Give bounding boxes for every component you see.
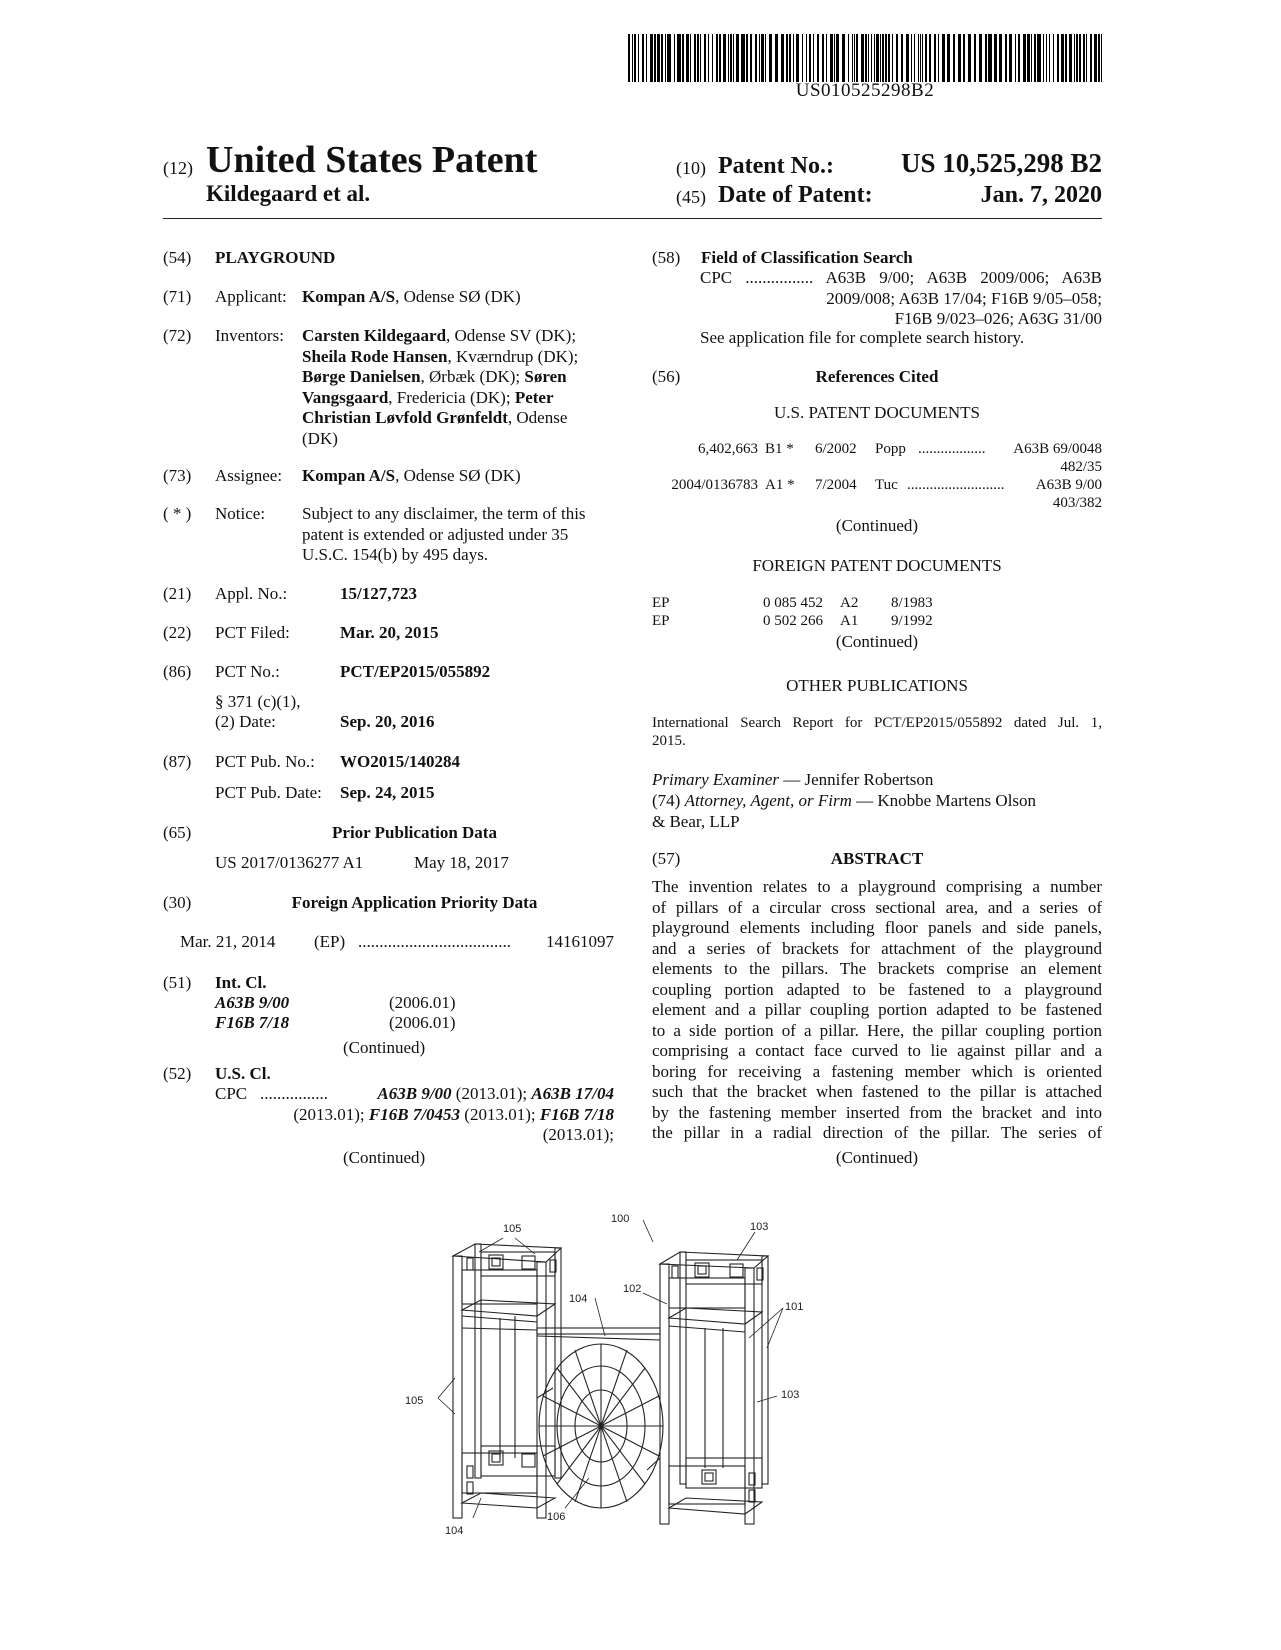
notice-text: Subject to any disclaimer, the term of this patent is extended or adjusted under 35 U.S.C. 154(b) by 495 days. xyxy=(302,504,586,564)
code-86: (86) xyxy=(163,662,192,681)
barcode-bar xyxy=(1043,34,1044,82)
barcode-bar xyxy=(968,34,971,82)
int-cl-2: F16B 7/18 xyxy=(215,1013,290,1032)
foreign-doc-2-number: 0 502 266 xyxy=(763,613,823,629)
barcode-bar xyxy=(988,34,992,82)
barcode-bar xyxy=(985,34,987,82)
inventors-label: Inventors: xyxy=(215,326,284,345)
code-58: (58) xyxy=(652,248,681,267)
barcode-bar xyxy=(796,34,799,82)
barcode-bar xyxy=(836,34,839,82)
barcode-bar xyxy=(802,34,803,82)
barcode-bar xyxy=(712,34,713,82)
barcode-bar xyxy=(830,34,833,82)
barcode-bar xyxy=(657,34,660,82)
barcode-bar xyxy=(716,34,718,82)
barcode-bar xyxy=(953,34,955,82)
int-cl-continued: (Continued) xyxy=(343,1038,426,1057)
barcode-bar xyxy=(906,34,909,82)
date-label: Date of Patent: xyxy=(718,182,873,208)
label-104-top: 104 xyxy=(569,1293,588,1305)
barcode-bar xyxy=(677,34,681,82)
primary-examiner: Primary Examiner — Jennifer Robertson xyxy=(652,770,934,789)
barcode-bar xyxy=(1076,34,1078,82)
barcode-bar xyxy=(1015,34,1016,82)
barcode-bar xyxy=(628,34,630,82)
barcode-bar xyxy=(674,34,675,82)
label-103-bottom: 103 xyxy=(781,1389,800,1401)
field-search-see: See application file for complete search history. xyxy=(700,328,1025,347)
barcode-bar xyxy=(769,34,772,82)
barcode-bar xyxy=(634,34,636,82)
barcode-bar xyxy=(947,34,950,82)
barcode-bar xyxy=(667,34,671,82)
barcode-bar xyxy=(901,34,903,82)
assignee: Kompan A/S, Odense SØ (DK) xyxy=(302,466,521,485)
code-54: (54) xyxy=(163,248,192,267)
rope-net-wheel xyxy=(537,1344,663,1508)
barcode-bar xyxy=(1069,34,1072,82)
us-doc-1-subclass: 482/35 xyxy=(1060,459,1102,475)
attorney: (74) Attorney, Agent, or Firm — Knobbe Martens Olson & Bear, LLP xyxy=(652,791,1037,831)
us-doc-1-class: A63B 69/0048 xyxy=(1013,441,1102,457)
barcode-bar xyxy=(817,34,819,82)
barcode-bar xyxy=(746,34,748,82)
pct-pub-no-label: PCT Pub. No.: xyxy=(215,752,315,771)
barcode-bar xyxy=(920,34,921,82)
label-105-top: 105 xyxy=(503,1223,522,1235)
us-docs-heading: U.S. PATENT DOCUMENTS xyxy=(774,403,980,422)
barcode-bar xyxy=(775,34,778,82)
barcode-bar xyxy=(1046,34,1047,82)
barcode-bar xyxy=(755,34,757,82)
barcode-bar xyxy=(733,34,734,82)
barcode-bar xyxy=(761,34,764,82)
us-doc-1-number: 6,402,663 xyxy=(698,441,758,457)
foreign-doc-1-date: 8/1983 xyxy=(891,595,933,611)
barcode-bar xyxy=(704,34,706,82)
barcode-bar xyxy=(1101,34,1102,82)
barcode-bar xyxy=(852,34,853,82)
barcode-bar xyxy=(914,34,915,82)
barcode-bar xyxy=(682,34,684,82)
pct-filed-label: PCT Filed: xyxy=(215,623,290,642)
barcode-bar xyxy=(642,34,644,82)
prior-publication-heading: Prior Publication Data xyxy=(332,823,497,842)
barcode-bar xyxy=(789,34,791,82)
barcode-bar xyxy=(929,34,931,82)
code-72: (72) xyxy=(163,326,192,345)
code-51: (51) xyxy=(163,973,192,992)
barcode-bar xyxy=(638,34,639,82)
code-73: (73) xyxy=(163,466,192,485)
us-doc-2-number: 2004/0136783 xyxy=(671,477,758,493)
barcode-bar xyxy=(793,34,794,82)
barcode-bar xyxy=(892,34,893,82)
barcode-bar xyxy=(848,34,849,82)
barcode-bar xyxy=(1079,34,1081,82)
barcode-bar xyxy=(781,34,784,82)
barcode-bar xyxy=(1023,34,1026,82)
barcode-bar xyxy=(842,34,845,82)
barcode-bar xyxy=(1053,34,1054,82)
barcode-bar xyxy=(871,34,872,82)
foreign-doc-2-kind: A1 xyxy=(840,613,859,629)
barcode-bar xyxy=(958,34,961,82)
barcode-bar xyxy=(826,34,827,82)
barcode-bar xyxy=(822,34,824,82)
label-105-bottom: 105 xyxy=(405,1395,424,1407)
barcode-number: US010525298B2 xyxy=(795,80,935,101)
us-cl-continued: (Continued) xyxy=(343,1148,426,1167)
barcode-bar xyxy=(888,34,890,82)
barcode-bar xyxy=(922,34,923,82)
us-doc-2-class: A63B 9/00 xyxy=(1035,477,1102,493)
barcode-bar xyxy=(786,34,788,82)
us-cl-cpc: CPC ................ A63B 9/00 (2013.01); A63B 17/04 (2013.01); F16B 7/0453 (2013.01); F16B 7/18 (2013.01); xyxy=(215,1084,614,1144)
patent-no-label: Patent No.: xyxy=(718,153,834,179)
barcode-bar xyxy=(876,34,879,82)
pct-pub-no: WO2015/140284 xyxy=(340,752,460,771)
barcode-bar xyxy=(868,34,869,82)
inventors: Carsten Kildegaard, Odense SV (DK); Sheila Rode Hansen, Kværndrup (DK); Børge Danielsen, Ørbæk (DK); Søren Vangsgaard, Fredericia (DK); Peter Christian Løvfold Grønfeldt, Odense (DK) xyxy=(302,326,579,448)
int-cl-heading: Int. Cl. xyxy=(215,973,267,992)
barcode-bar xyxy=(1061,34,1064,82)
priority-dots: .................................... xyxy=(358,932,511,951)
right-tower xyxy=(660,1252,768,1524)
barcode-bar xyxy=(700,34,701,82)
us-doc-2-date: 7/2004 xyxy=(815,477,857,493)
label-104-bottom: 104 xyxy=(445,1525,464,1537)
left-tower xyxy=(453,1244,561,1518)
code-30: (30) xyxy=(163,893,192,912)
barcode-bar xyxy=(1094,34,1097,82)
us-doc-1-kind: B1 * xyxy=(765,441,794,457)
pct-pub-date: Sep. 24, 2015 xyxy=(340,783,435,802)
prior-publication-date: May 18, 2017 xyxy=(414,853,509,872)
barcode-bar xyxy=(697,34,699,82)
barcode-bar xyxy=(1027,34,1030,82)
barcode xyxy=(628,34,1102,82)
label-103-top: 103 xyxy=(750,1221,769,1233)
barcode-bar xyxy=(759,34,760,82)
code-12: (12) xyxy=(163,158,193,178)
us-doc-2-name: Tuc xyxy=(875,477,898,493)
barcode-bar xyxy=(856,34,858,82)
applicant: Kompan A/S, Odense SØ (DK) xyxy=(302,287,521,306)
barcode-bar xyxy=(1086,34,1087,82)
date-371: Sep. 20, 2016 xyxy=(340,712,435,731)
barcode-bar xyxy=(974,34,976,82)
foreign-docs-heading: FOREIGN PATENT DOCUMENTS xyxy=(752,556,1002,575)
foreign-doc-1-country: EP xyxy=(652,595,670,611)
abstract-continued: (Continued) xyxy=(835,1148,919,1167)
section-371: § 371 (c)(1), xyxy=(215,692,301,711)
barcode-bar xyxy=(938,34,939,82)
code-10: (10) xyxy=(676,158,706,178)
playground-figure xyxy=(405,1208,865,1538)
barcode-bar xyxy=(806,34,807,82)
barcode-bar xyxy=(813,34,814,82)
barcode-bar xyxy=(963,34,965,82)
assignee-label: Assignee: xyxy=(215,466,283,485)
barcode-bar xyxy=(942,34,945,82)
barcode-bar xyxy=(911,34,912,82)
priority-country: (EP) xyxy=(314,932,346,951)
barcode-bar xyxy=(1034,34,1036,82)
barcode-bar xyxy=(719,34,721,82)
code-52: (52) xyxy=(163,1064,192,1083)
foreign-doc-2-country: EP xyxy=(652,613,670,629)
barcode-bar xyxy=(1074,34,1075,82)
us-doc-1-dots: .................. xyxy=(918,441,986,457)
date-of-patent: Jan. 7, 2020 xyxy=(980,182,1102,208)
int-cl-1: A63B 9/00 xyxy=(215,993,290,1012)
pct-pub-date-label: PCT Pub. Date: xyxy=(215,783,322,802)
foreign-doc-1-kind: A2 xyxy=(840,595,859,611)
leader-lines xyxy=(438,1220,783,1518)
label-100: 100 xyxy=(611,1213,630,1225)
barcode-bar xyxy=(1065,34,1067,82)
barcode-bar xyxy=(1057,34,1059,82)
other-publications-heading: OTHER PUBLICATIONS xyxy=(786,676,968,695)
barcode-bar xyxy=(882,34,884,82)
abstract-text: The invention relates to a playground comprising a number of pillars of a circular cross sectional area, and a series of playground elements including floor panels and side panels, and a series of brackets for attachment of the playground elements to the pillars. The brackets comprise an element coupling portion adapted to be fastened to a playground element and a pillar coupling portion adapted to be fastened to a side portion of a pillar. Here, the pillar coupling portion comprising a contact face curved to lie against pillar and a boring for receiving a fastening member which is oriented such that the bracket when fastened to the pillar is attached by the fastening member inserted from the bracket and into the pillar in a radial direction of the pillar. The series of xyxy=(652,877,1102,1142)
us-doc-2-kind: A1 * xyxy=(765,477,795,493)
barcode-bar xyxy=(765,34,766,82)
barcode-bar xyxy=(686,34,689,82)
document-type: United States Patent xyxy=(206,139,538,181)
barcode-bar xyxy=(999,34,1002,82)
other-publications-text: International Search Report for PCT/EP2015/055892 dated Jul. 1, 2015. xyxy=(652,715,1102,749)
notice-code: ( * ) xyxy=(163,504,192,523)
code-21: (21) xyxy=(163,584,192,603)
barcode-bar xyxy=(896,34,898,82)
barcode-bar xyxy=(690,34,691,82)
barcode-bar xyxy=(736,34,739,82)
barcode-bar xyxy=(994,34,997,82)
prior-publication-number: US 2017/0136277 A1 xyxy=(215,853,364,872)
us-doc-2-subclass: 403/382 xyxy=(1052,495,1102,511)
foreign-doc-2-date: 9/1992 xyxy=(891,613,933,629)
pct-no: PCT/EP2015/055892 xyxy=(340,662,491,681)
barcode-bar xyxy=(979,34,982,82)
label-106: 106 xyxy=(547,1511,566,1523)
barcode-bar xyxy=(646,34,647,82)
barcode-bar xyxy=(834,34,835,82)
barcode-bar xyxy=(918,34,919,82)
code-22: (22) xyxy=(163,623,192,642)
us-cl-heading: U.S. Cl. xyxy=(215,1064,271,1083)
barcode-bar xyxy=(854,34,855,82)
barcode-bar xyxy=(730,34,732,82)
applicant-label: Applicant: xyxy=(215,287,287,306)
barcode-bar xyxy=(925,34,927,82)
us-doc-1-name: Popp xyxy=(875,441,906,457)
date-371-label: (2) Date: xyxy=(215,712,276,731)
barcode-bar xyxy=(650,34,653,82)
us-doc-1-date: 6/2002 xyxy=(815,441,857,457)
int-cl-1-version: (2006.01) xyxy=(389,993,456,1012)
barcode-bar xyxy=(728,34,729,82)
barcode-bar xyxy=(1037,34,1041,82)
barcode-bar xyxy=(1098,34,1100,82)
barcode-bar xyxy=(632,34,633,82)
barcode-bar xyxy=(654,34,656,82)
patent-number: US 10,525,298 B2 xyxy=(900,148,1102,178)
barcode-bar xyxy=(1005,34,1007,82)
pct-filed: Mar. 20, 2015 xyxy=(340,623,439,642)
barcode-bar xyxy=(1009,34,1012,82)
code-57: (57) xyxy=(652,849,681,868)
code-71: (71) xyxy=(163,287,192,306)
barcode-bar xyxy=(1031,34,1032,82)
field-search-cpc: CPC ................ A63B 9/00; A63B 2009/006; A63B 2009/008; A63B 17/04; F16B 9/05–058; F16B 9/023–026; A63G 31/00 xyxy=(700,268,1102,328)
code-56: (56) xyxy=(652,367,681,386)
barcode-bar xyxy=(1083,34,1085,82)
appl-no: 15/127,723 xyxy=(340,584,417,603)
barcode-bar xyxy=(694,34,696,82)
barcode-bar xyxy=(865,34,867,82)
barcode-bar xyxy=(885,34,887,82)
priority-number: 14161097 xyxy=(546,932,614,951)
abstract-heading: ABSTRACT xyxy=(830,849,924,868)
barcode-bar xyxy=(741,34,745,82)
barcode-bar xyxy=(750,34,752,82)
code-65: (65) xyxy=(163,823,192,842)
header-rule xyxy=(163,218,1102,219)
barcode-bar xyxy=(1049,34,1050,82)
label-102: 102 xyxy=(623,1283,642,1295)
notice-label: Notice: xyxy=(215,504,266,523)
barcode-bar xyxy=(708,34,709,82)
inventor-short: Kildegaard et al. xyxy=(206,181,371,206)
barcode-bar xyxy=(1090,34,1092,82)
barcode-bar xyxy=(809,34,811,82)
barcode-bar xyxy=(665,34,666,82)
int-cl-2-version: (2006.01) xyxy=(389,1013,456,1032)
pct-no-label: PCT No.: xyxy=(215,662,280,681)
barcode-bar xyxy=(723,34,726,82)
field-search-heading: Field of Classification Search xyxy=(701,248,913,267)
barcode-bar xyxy=(861,34,864,82)
label-101: 101 xyxy=(785,1301,804,1313)
us-doc-2-dots: .......................... xyxy=(907,477,1005,493)
appl-no-label: Appl. No.: xyxy=(215,584,288,603)
code-87: (87) xyxy=(163,752,192,771)
barcode-bar xyxy=(934,34,936,82)
barcode-bar xyxy=(874,34,875,82)
barcode-bar xyxy=(661,34,663,82)
foreign-doc-1-number: 0 085 452 xyxy=(763,595,823,611)
priority-date: Mar. 21, 2014 xyxy=(180,932,276,951)
foreign-docs-continued: (Continued) xyxy=(835,632,919,651)
barcode-bar xyxy=(1018,34,1020,82)
title: PLAYGROUND xyxy=(215,248,336,267)
code-45: (45) xyxy=(676,187,706,207)
barcode-bar xyxy=(880,34,881,82)
references-heading: References Cited xyxy=(815,367,939,386)
us-docs-continued: (Continued) xyxy=(835,516,919,535)
foreign-priority-heading: Foreign Application Priority Data xyxy=(291,893,538,912)
